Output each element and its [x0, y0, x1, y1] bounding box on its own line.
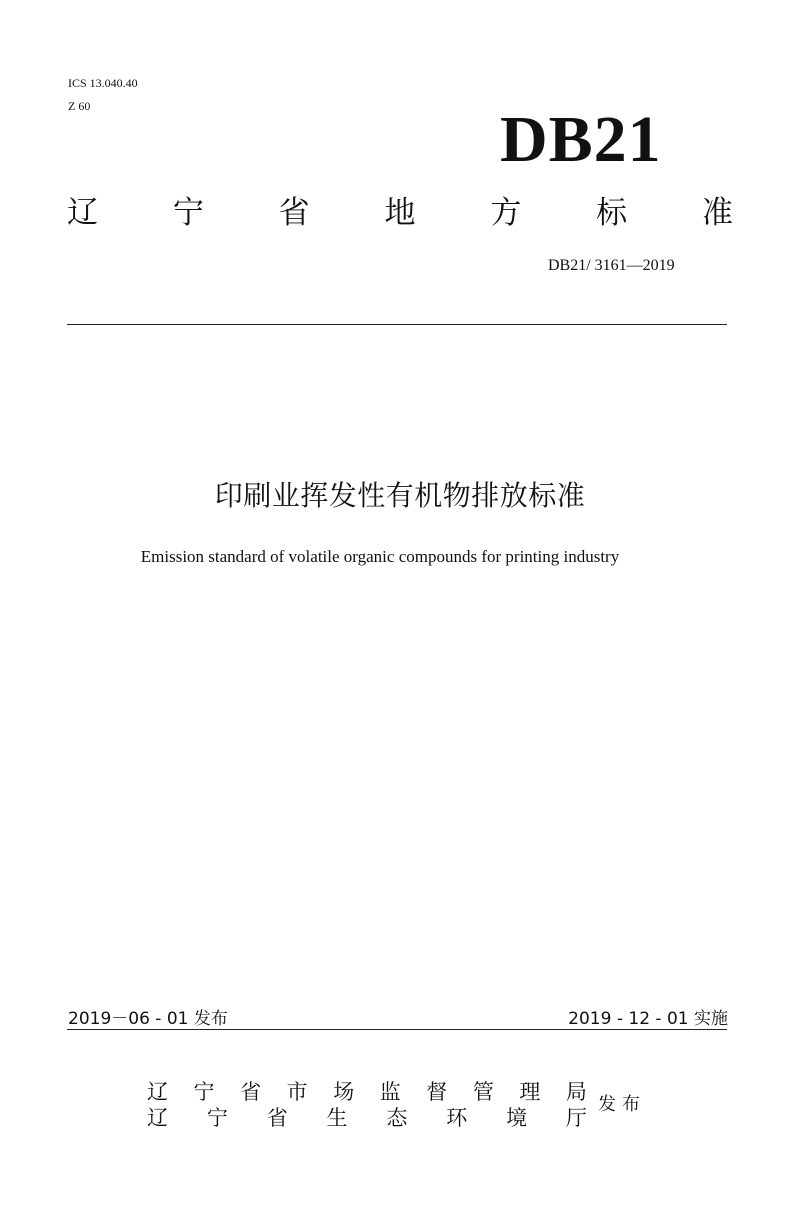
- top-divider: [67, 324, 727, 325]
- org-char: 宁: [206, 1106, 228, 1130]
- classification-code: Z 60: [68, 99, 91, 113]
- org-char: 态: [386, 1106, 408, 1130]
- org-char: 督: [426, 1080, 448, 1104]
- org-char: 省: [240, 1080, 262, 1104]
- issued-by-label: 发布: [598, 1094, 646, 1115]
- db-logo: DB21: [500, 103, 662, 176]
- org-char: 管: [472, 1080, 494, 1104]
- ics-code: ICS 13.040.40: [68, 76, 138, 90]
- issue-date: 2019－06 - 01 发布: [68, 1009, 228, 1029]
- standard-type-char: 准: [701, 195, 733, 231]
- org-char: 辽: [147, 1080, 168, 1104]
- org-char: 生: [326, 1106, 348, 1130]
- standard-type-char: 辽: [67, 195, 98, 231]
- standard-number: DB21/ 3161—2019: [548, 257, 675, 274]
- org-char: 宁: [193, 1080, 215, 1104]
- org-char: 厅: [565, 1106, 587, 1130]
- title-english: Emission standard of volatile organic compounds for printing industry: [140, 547, 620, 566]
- standard-type-char: 标: [596, 195, 628, 231]
- implementation-date: 2019 - 12 - 01 实施: [568, 1009, 728, 1029]
- standard-type-char: 地: [384, 195, 416, 231]
- org-char: 监: [379, 1080, 401, 1104]
- title-chinese: 印刷业挥发性有机物排放标准: [214, 479, 586, 512]
- org-char: 辽: [147, 1106, 168, 1130]
- standard-type-char: 宁: [172, 195, 204, 231]
- org-char: 场: [333, 1080, 355, 1104]
- org-char: 局: [565, 1080, 587, 1104]
- bottom-divider: [67, 1029, 727, 1030]
- standard-type-char: 方: [490, 195, 522, 231]
- standard-type-char: 省: [278, 195, 310, 231]
- issuing-org-market-regulation: [147, 1080, 587, 1104]
- org-char: 市: [286, 1080, 308, 1104]
- org-char: 境: [506, 1106, 528, 1130]
- org-char: 环: [446, 1106, 468, 1130]
- standard-type: [67, 193, 733, 233]
- issuing-org-ecology-environment: [147, 1106, 587, 1130]
- org-char: 省: [266, 1106, 288, 1130]
- org-char: 理: [519, 1080, 541, 1104]
